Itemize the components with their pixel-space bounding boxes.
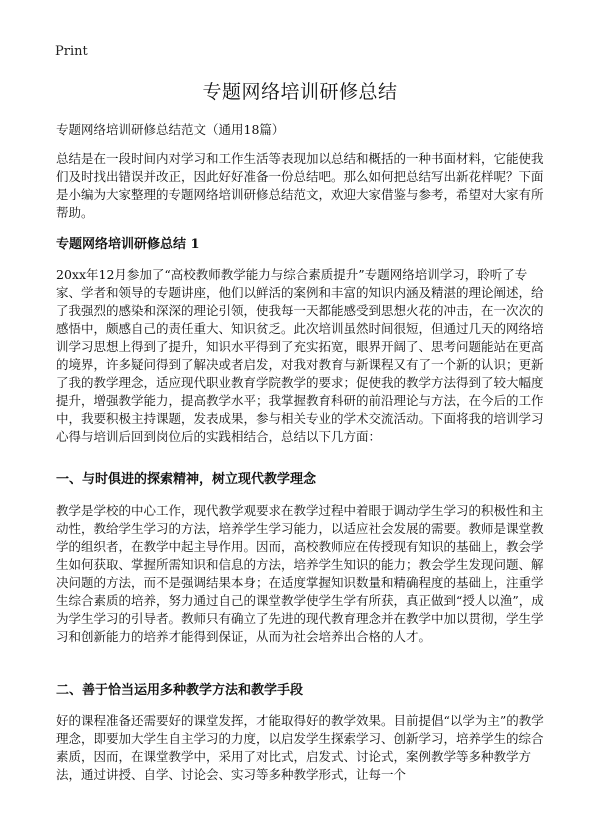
section-heading-3: 二、善于恰当运用多种教学方法和教学手段 — [56, 683, 304, 698]
body-paragraph-2: 教学是学校的中心工作，现代教学观要求在教学过程中着眼于调动学生学习的积极性和主动性，教给学生学习的方法，培养学生学习能力，以适应社会发展的需要。教师是课堂教学的组织者，在教学中起主导作用。因而，高校教师应在传授现有知识的基础上，教会学生如何获取、掌握所需知识和信息的方法，培养学生知识的能力；教会学生发现问题、解决问题的方法，而不是强调结果本身；在适度掌握知识数量和精确程度的基础上，注重学生综合素质的培养，努力通过自己的课堂教学使学生学有所获，真正做到“授人以渔”，成为学生学习的引导者。教师只有确立了先进的现代教育理念并在教学中加以贯彻，学生学习和创新能力的培养才能得到保证，从而为社会培养出合格的人才。 — [56, 503, 544, 644]
section-heading-2: 一、与时俱进的探索精神，树立现代教学理念 — [56, 472, 317, 487]
page-title: 专题网络培训研修总结 — [202, 81, 398, 103]
intro-paragraph: 总结是在一段时间内对学习和工作生活等表现加以总结和概括的一种书面材料，它能使我们及时找出错误并改正，因此好好准备一份总结吧。那么如何把总结写出新花样呢？下面是小编为大家整理的专题网络培训研修总结范文，欢迎大家借鉴与参考，希望对大家有所帮助。 — [56, 151, 544, 220]
body-paragraph-3: 好的课程准备还需要好的课堂发挥，才能取得好的教学效果。目前提倡“以学为主”的教学理念，即要加大学生自主学习的力度，以启发学生探索学习、创新学习，培养学生的综合素质，因而，在课堂教学中，采用了对比式，启发式、讨论式，案例教学等多种教学方法，通过讲授、自学、讨论会、实习等多种教学形式，让每一个 — [56, 713, 544, 782]
document-subtitle: 专题网络培训研修总结范文（通用18篇） — [56, 122, 285, 137]
body-paragraph-1: 20xx年12月参加了“高校教师教学能力与综合素质提升”专题网络培训学习，聆听了专家、学者和领导的专题讲座，他们以鲜活的案例和丰富的知识内涵及精湛的理论阐述，给了我强烈的感染和深深的理论引领，使我每一天都能感受到思想火花的冲击，在一次次的感悟中，颇感自己的责任重大、知识贫乏。此次培训虽然时间很短，但通过几天的网络培训学习思想上得到了提升，知识水平得到了充实拓宽，眼界开阔了、思考问题能站在更高的境界，许多疑问得到了解决或者启发，对我对教育与新课程又有了一个新的认识；更新了我的教学理念，适应现代职业教育学院教学的要求；促使我的教学方法得到了较大幅度提升，增强教学能力，提高教学水平；我掌握教育科研的前沿理论与方法，在今后的工作中，我要积极主持课题，发表成果，参与相关专业的学术交流活动。下面将我的培训学习心得与培训后回到岗位后的实践相结合，总结以下几方面： — [56, 267, 544, 444]
section-heading-1: 专题网络培训研修总结 1 — [56, 237, 200, 252]
print-link[interactable]: Print — [55, 44, 88, 59]
